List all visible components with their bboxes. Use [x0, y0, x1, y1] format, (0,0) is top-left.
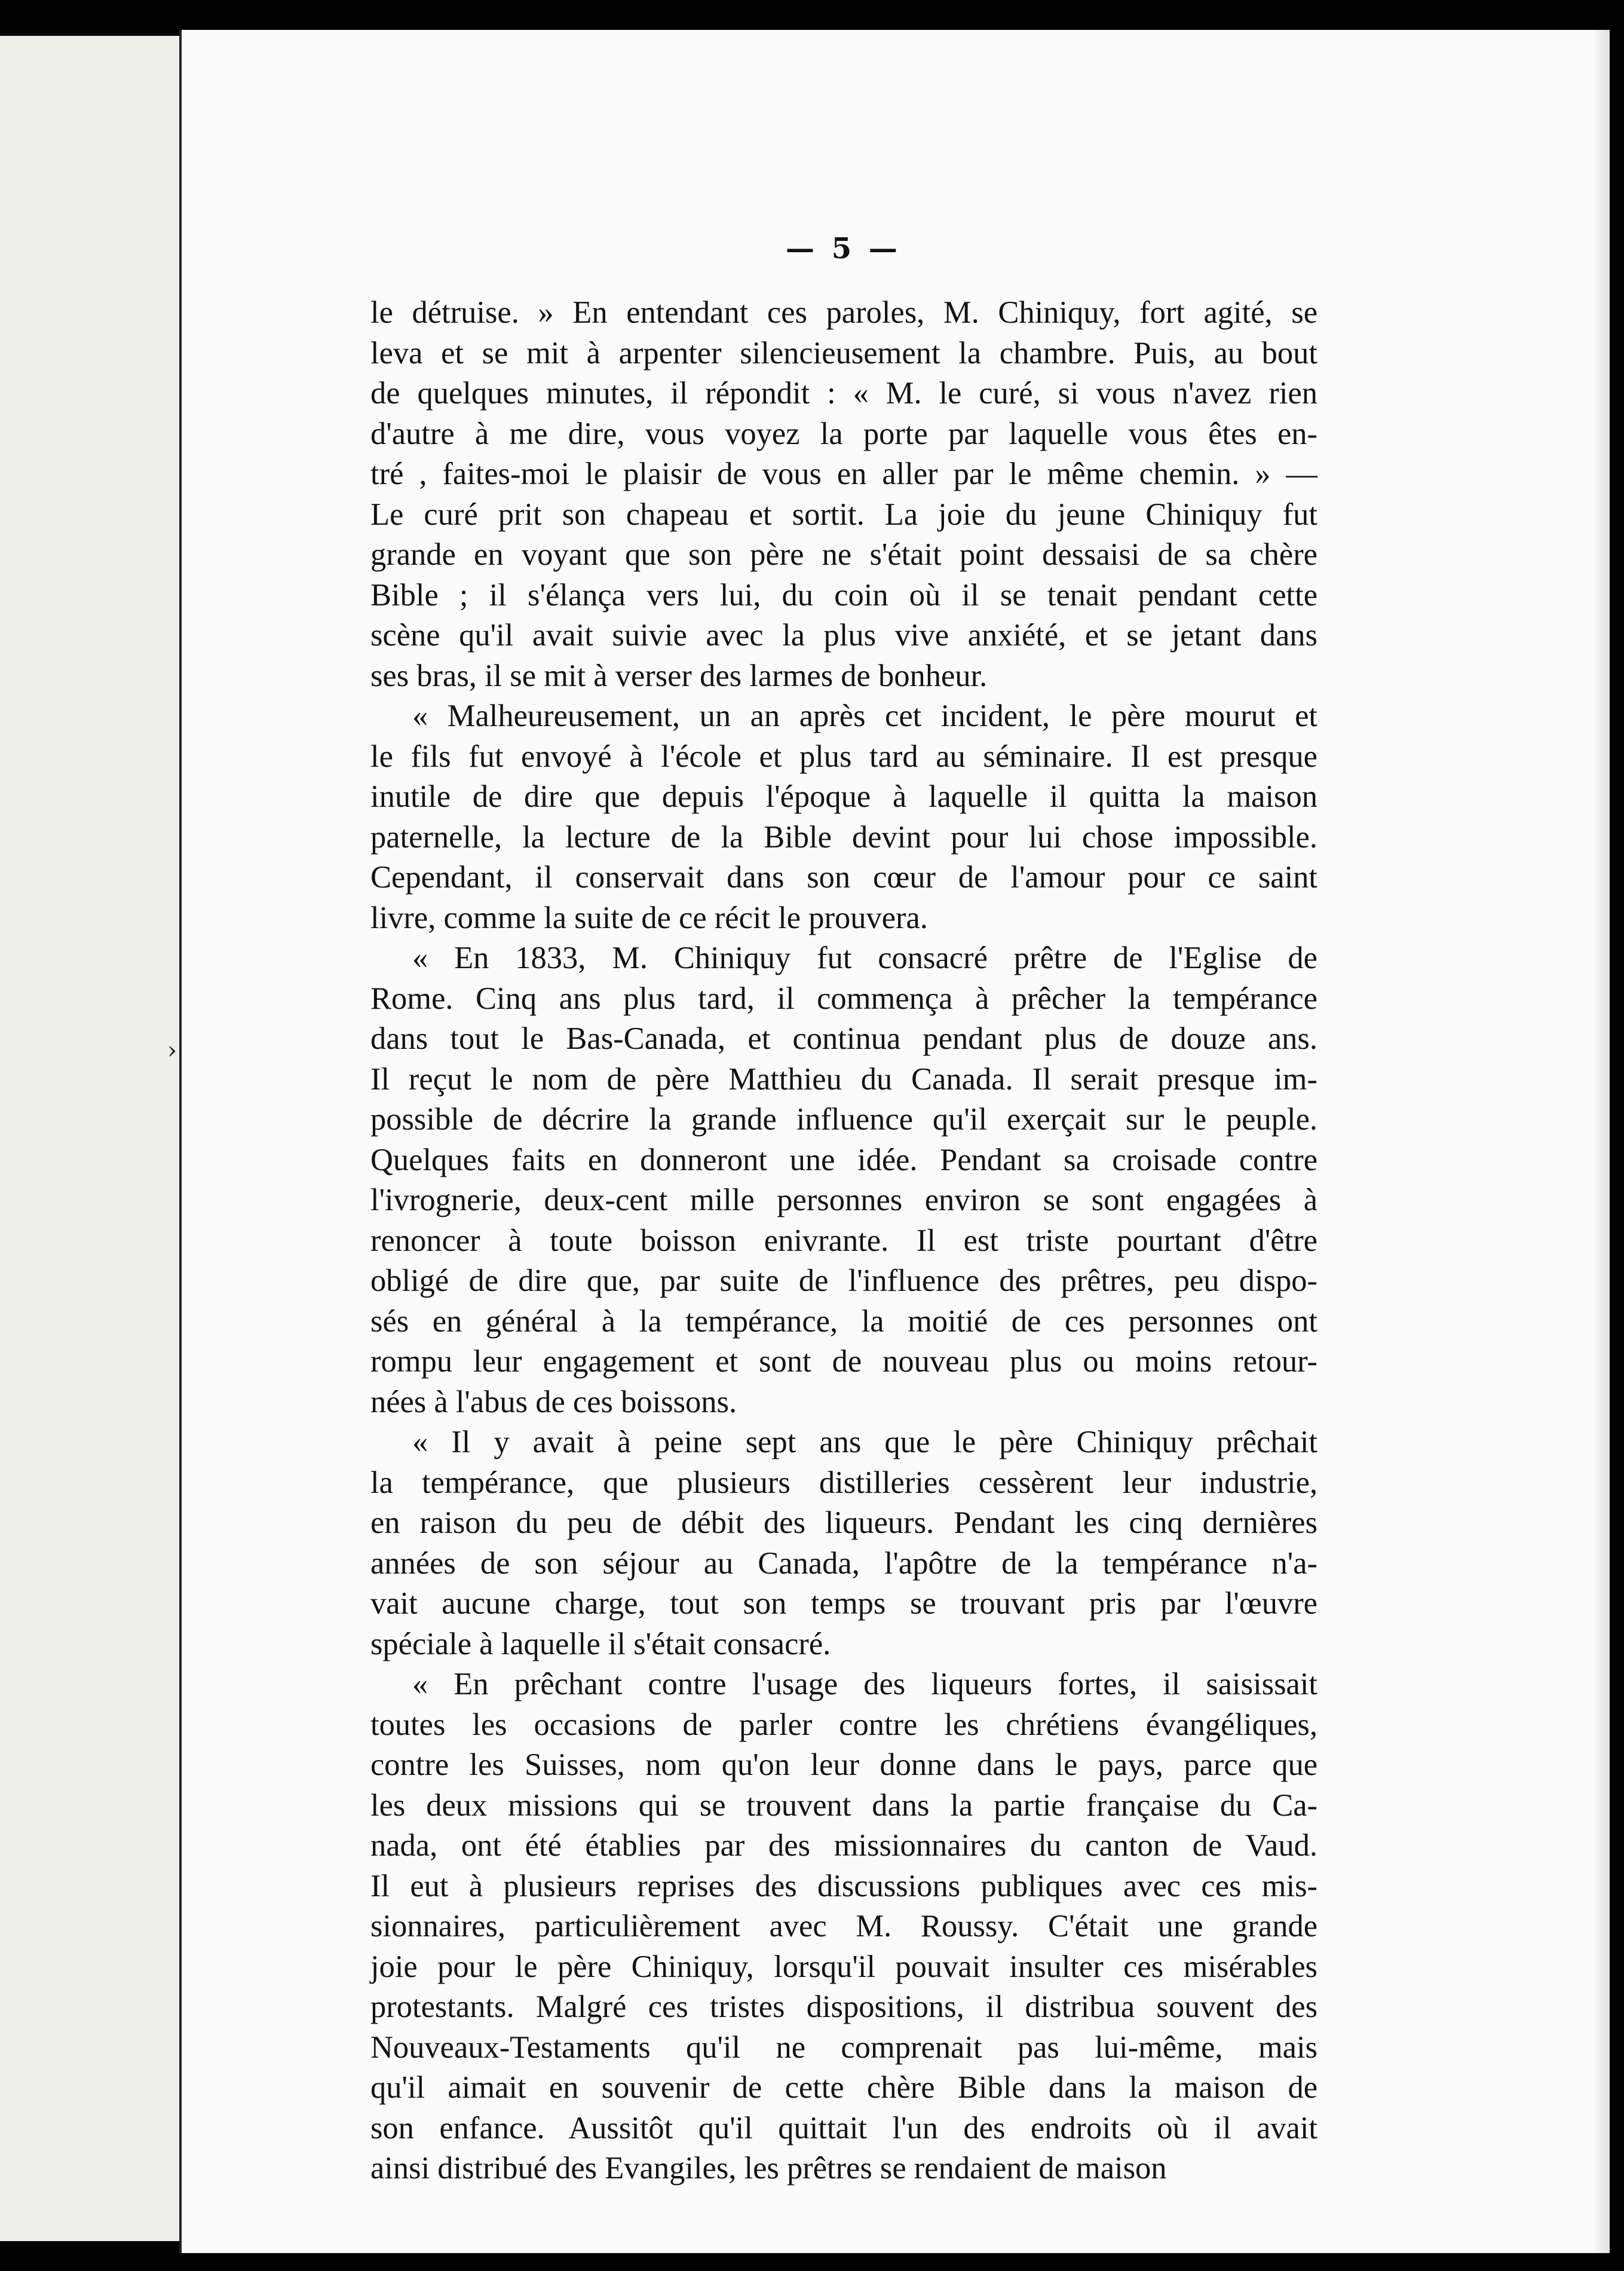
text-line: de quelques minutes, il répondit : « M. le curé, si vous n'avez rien	[370, 376, 1317, 411]
text-line: Nouveaux-Testaments qu'il ne comprenait pas lui-même, mais	[370, 2030, 1317, 2065]
text-line: Le curé prit son chapeau et sortit. La joie du jeune Chiniquy fut	[370, 497, 1317, 532]
text-line: qu'il aimait en souvenir de cette chère Bible dans la maison de	[370, 2070, 1317, 2105]
text-line: les deux missions qui se trouvent dans la partie française du Ca-	[370, 1788, 1317, 1823]
text-line: sés en général à la tempérance, la moitié de ces personnes ont	[370, 1303, 1317, 1339]
text-line: grande en voyant que son père ne s'était point dessaisi de sa chère	[370, 537, 1317, 572]
text-line: sionnaires, particulièrement avec M. Roussy. C'était une grande	[370, 1909, 1317, 1943]
text-line: contre les Suisses, nom qu'on leur donne dans le pays, parce que	[370, 1747, 1317, 1782]
text-line: ses bras, il se mit à verser des larmes de bonheur.	[370, 658, 988, 693]
text-line: « En 1833, M. Chiniquy fut consacré prêtre de l'Eglise de	[412, 941, 1317, 975]
text-line: livre, comme la suite de ce récit le prouvera.	[370, 900, 928, 935]
text-line: Quelques faits en donneront une idée. Pendant sa croisade contre	[370, 1142, 1317, 1177]
text-line: le détruise. » En entendant ces paroles, M. Chiniquy, fort agité, se	[370, 295, 1317, 330]
text-line: joie pour le père Chiniquy, lorsqu'il pouvait insulter ces misérables	[370, 1949, 1317, 1984]
margin-mark: ›	[167, 1037, 177, 1064]
text-line: Il reçut le nom de père Matthieu du Canada. Il serait presque im-	[370, 1061, 1317, 1097]
text-line: paternelle, la lecture de la Bible devint pour lui chose impossible.	[370, 819, 1317, 855]
page-shadow	[1592, 30, 1610, 2253]
text-line: « Il y avait à peine sept ans que le père Chiniquy prêchait	[412, 1425, 1317, 1459]
text-line: nada, ont été établies par des missionnaires du canton de Vaud.	[370, 1828, 1317, 1863]
text-line: Cependant, il conservait dans son cœur de l'amour pour ce saint	[370, 860, 1317, 895]
text-line: son enfance. Aussitôt qu'il quittait l'un des endroits où il avait	[370, 2110, 1317, 2145]
text-line: vait aucune charge, tout son temps se trouvant pris par l'œuvre	[370, 1586, 1317, 1621]
text-line: toutes les occasions de parler contre les chrétiens évangéliques,	[370, 1707, 1317, 1742]
text-line: « En prêchant contre l'usage des liqueurs fortes, il saisissait	[412, 1667, 1317, 1701]
body-text	[370, 293, 1317, 2189]
text-line: spéciale à laquelle il s'était consacré.	[370, 1626, 831, 1661]
text-line: « Malheureusement, un an après cet incident, le père mourut et	[412, 699, 1317, 733]
text-line: tré , faites-moi le plaisir de vous en aller par le même chemin. » —	[370, 457, 1317, 491]
text-line: Bible ; il s'élança vers lui, du coin où il se tenait pendant cette	[370, 577, 1317, 613]
text-line: nées à l'abus de ces boissons.	[370, 1384, 737, 1419]
text-line: renoncer à toute boisson enivrante. Il est triste pourtant d'être	[370, 1223, 1317, 1258]
text-line: l'ivrognerie, deux-cent mille personnes environ se sont engagées à	[370, 1183, 1317, 1217]
text-line: protestants. Malgré ces tristes dispositions, il distribua souvent des	[370, 1990, 1317, 2024]
paragraph	[370, 1664, 1317, 2189]
paragraph	[370, 1422, 1317, 1664]
text-line: Il eut à plusieurs reprises des discussions publiques avec ces mis-	[370, 1868, 1317, 1903]
text-line: années de son séjour au Canada, l'apôtre de la tempérance n'a-	[370, 1545, 1317, 1581]
text-line: inutile de dire que depuis l'époque à laquelle il quitta la maison	[370, 779, 1317, 814]
paragraph	[370, 293, 1317, 696]
paragraph	[370, 696, 1317, 938]
back-sheet-edge	[0, 36, 183, 2241]
text-line: ainsi distribué des Evangiles, les prêtres se rendaient de maison	[370, 2151, 1167, 2186]
text-line: possible de décrire la grande influence qu'il exerçait sur le peuple.	[370, 1102, 1317, 1137]
text-line: d'autre à me dire, vous voyez la porte par laquelle vous êtes en-	[370, 416, 1317, 451]
text-line: la tempérance, que plusieurs distilleries cessèrent leur industrie,	[370, 1465, 1317, 1500]
text-line: le fils fut envoyé à l'école et plus tard au séminaire. Il est presque	[370, 739, 1317, 774]
text-line: leva et se mit à arpenter silencieusement la chambre. Puis, au bout	[370, 335, 1317, 371]
text-line: Rome. Cinq ans plus tard, il commença à prêcher la tempérance	[370, 981, 1317, 1016]
text-line: obligé de dire que, par suite de l'influence des prêtres, peu dispo-	[370, 1263, 1317, 1298]
text-line: en raison du peu de débit des liqueurs. Pendant les cinq dernières	[370, 1505, 1317, 1540]
text-line: rompu leur engagement et sont de nouveau plus ou moins retour-	[370, 1344, 1317, 1379]
text-line: scène qu'il avait suivie avec la plus vive anxiété, et se jetant dans	[370, 618, 1317, 653]
text-line: dans tout le Bas-Canada, et continua pendant plus de douze ans.	[370, 1021, 1317, 1056]
page-number: — 5 —	[786, 232, 901, 265]
paragraph	[370, 938, 1317, 1422]
